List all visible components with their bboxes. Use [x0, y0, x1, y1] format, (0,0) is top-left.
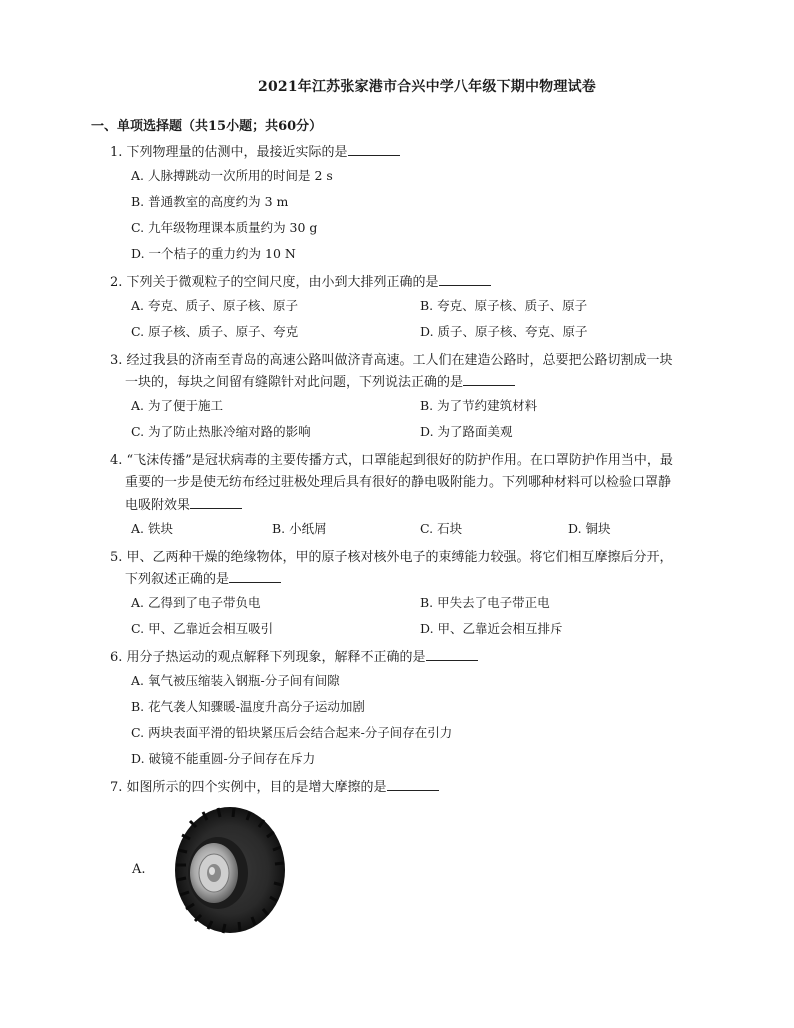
- q6-option-c: C. 两块表面平滑的铅块紧压后会结合起来-分子间存在引力: [131, 725, 453, 740]
- q1-option-d: D. 一个桔子的重力约为 10 N: [131, 246, 296, 261]
- q4-option-d: D. 铜块: [568, 521, 611, 536]
- q5-option-b: B. 甲失去了电子带正电: [420, 595, 550, 610]
- q6-option-d: D. 破镜不能重圆-分子间存在斥力: [131, 751, 316, 766]
- question-7-stem: 7. 如图所示的四个实例中，目的是增大摩擦的是: [110, 775, 439, 801]
- tire-image: [168, 805, 286, 935]
- answer-blank: [463, 373, 515, 386]
- q3-option-a: A. 为了便于施工: [131, 398, 223, 413]
- question-2-stem: 2. 下列关于微观粒子的空间尺度，由小到大排列正确的是: [110, 270, 491, 296]
- q2-option-c: C. 原子核、质子、原子、夸克: [131, 324, 299, 339]
- q3-option-c: C. 为了防止热胀冷缩对路的影响: [131, 424, 311, 439]
- section-heading: 一、单项选择题（共15小题；共60分）: [91, 119, 323, 134]
- q2-option-d: D. 质子、原子核、夸克、原子: [420, 324, 588, 339]
- answer-blank: [426, 648, 478, 661]
- answer-blank: [190, 496, 242, 509]
- page-title: 2021年江苏张家港市合兴中学八年级下期中物理试卷: [258, 79, 596, 95]
- question-5-stem: 5. 甲、乙两种干燥的绝缘物体，甲的原子核对核外电子的束缚能力较强。将它们相互摩擦后分开，: [110, 550, 673, 565]
- q7-option-a-label: A.: [132, 862, 146, 877]
- question-6-stem: 6. 用分子热运动的观点解释下列现象，解释不正确的是: [110, 645, 478, 671]
- q4-option-b: B. 小纸屑: [272, 521, 327, 536]
- question-3-stem-cont: 一块的，每块之间留有缝隙针对此问题，下列说法正确的是: [125, 370, 515, 396]
- q6-option-b: B. 花气袭人知骤暖-温度升高分子运动加剧: [131, 699, 365, 714]
- q5-option-d: D. 甲、乙靠近会相互排斥: [420, 621, 563, 636]
- question-4-stem: 4. “飞沫传播”是冠状病毒的主要传播方式，口罩能起到很好的防护作用。在口罩防护作用当中，最: [110, 453, 673, 468]
- question-3-stem: 3. 经过我县的济南至青岛的高速公路叫做济青高速。工人们在建造公路时，总要把公路切割成一块: [110, 353, 673, 368]
- question-4-stem-cont: 重要的一步是使无纺布经过驻极处理后具有很好的静电吸附能力。下列哪种材料可以检验口罩静: [125, 475, 672, 490]
- q1-option-b: B. 普通教室的高度约为 3 m: [131, 194, 289, 209]
- q2-option-a: A. 夸克、质子、原子核、原子: [131, 298, 298, 313]
- answer-blank: [387, 778, 439, 791]
- answer-blank: [439, 273, 491, 286]
- q4-option-a: A. 铁块: [131, 521, 173, 536]
- q5-option-a: A. 乙得到了电子带负电: [131, 595, 261, 610]
- q1-option-a: A. 人脉搏跳动一次所用的时间是 2 s: [131, 168, 333, 183]
- q1-option-c: C. 九年级物理课本质量约为 30 g: [131, 220, 318, 235]
- question-1-stem: 1. 下列物理量的估测中，最接近实际的是: [110, 140, 400, 166]
- q3-option-b: B. 为了节约建筑材料: [420, 398, 538, 413]
- tire-illustration: [168, 805, 286, 935]
- answer-blank: [348, 143, 400, 156]
- question-5-stem-cont: 下列叙述正确的是: [125, 567, 281, 593]
- answer-blank: [229, 570, 281, 583]
- q3-option-d: D. 为了路面美观: [420, 424, 513, 439]
- q6-option-a: A. 氧气被压缩装入钢瓶-分子间有间隙: [131, 673, 340, 688]
- q4-option-c: C. 石块: [420, 521, 463, 536]
- q5-option-c: C. 甲、乙靠近会相互吸引: [131, 621, 274, 636]
- question-4-stem-cont2: 电吸附效果: [125, 493, 242, 519]
- q2-option-b: B. 夸克、原子核、质子、原子: [420, 298, 588, 313]
